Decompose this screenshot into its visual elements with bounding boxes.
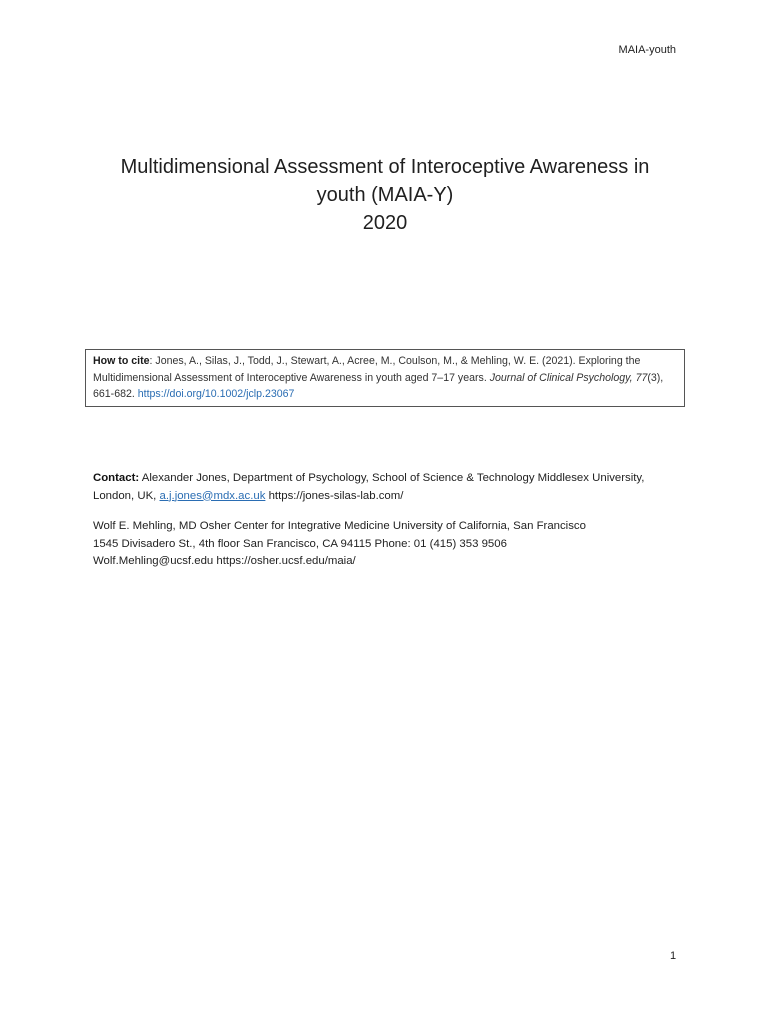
contact-mehling [93,518,683,571]
contact-mehling-line-3: Wolf.Mehling@ucsf.edu https://osher.ucsf.edu/maia/ [93,555,356,567]
citation-text-2: , [629,371,636,384]
contact-jones [93,470,683,505]
contact-label: Contact: [93,472,140,484]
contact-mehling-line-1: Wolf E. Mehling, MD Osher Center for Integrative Medicine University of California, San Francisco [93,520,586,532]
contact-jones-email-link[interactable]: a.j.jones@mdx.ac.uk [159,489,266,502]
citation-box [85,349,685,407]
title-year: 2020 [362,212,408,234]
citation-text-1: : Jones, A., Silas, J., Todd, J., Stewart, A., Acree, M., Coulson, M., & Mehling, W. E. (2021). Exploring the Multidimensional Assessment of Interoceptive Awareness in youth aged 7–17 years. [93,355,641,384]
contact-block [93,470,683,584]
citation-label: How to cite [93,355,150,367]
citation-text-3: (3), 661-682. [93,371,664,400]
citation-doi-link[interactable]: https://doi.org/10.1002/jclp.23067 [137,388,295,400]
contact-jones-text: Alexander Jones, Department of Psychology, School of Science & Technology Middlesex University, London, UK, [93,472,645,502]
citation-journal: Journal of Clinical Psychology [489,371,630,384]
contact-mehling-line-2: 1545 Divisadero St., 4th floor San Francisco, CA 94115 Phone: 01 (415) 353 9506 [93,537,507,550]
title-line-1: Multidimensional Assessment of Interoceptive Awareness in [120,156,650,178]
running-header: MAIA-youth [618,44,676,56]
contact-jones-url: https://jones-silas-lab.com/ [265,489,404,502]
page-number: 1 [670,950,677,962]
citation-volume: 77 [635,371,648,384]
document-title [80,153,690,237]
title-line-2: youth (MAIA-Y) [316,184,454,206]
